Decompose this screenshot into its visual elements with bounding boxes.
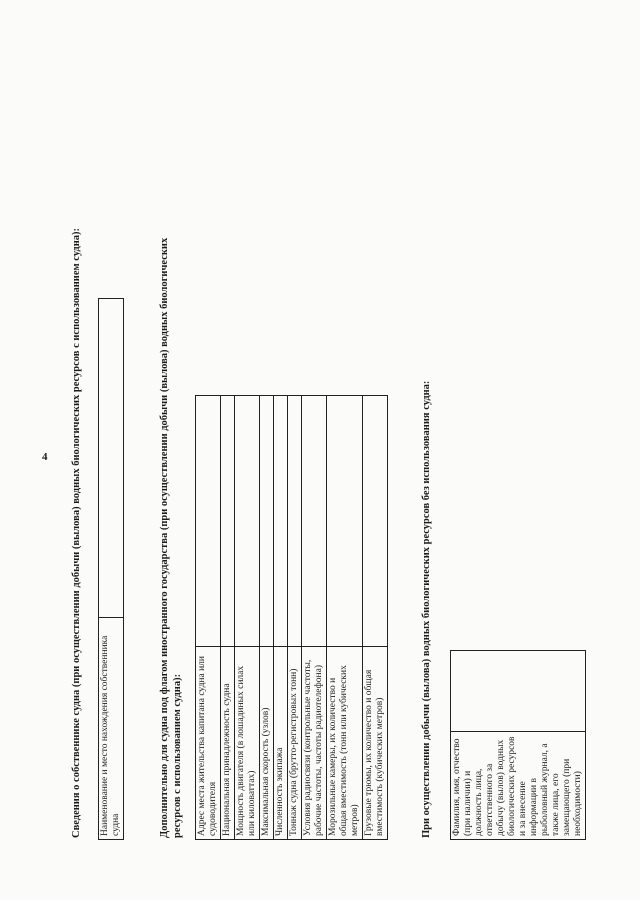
row-label: Условия радиосвязи (контрольные частоты, рабочие частоты, частоты радиотелефона): [302, 647, 327, 840]
row-label: Национальная принадлежность судна: [221, 647, 235, 840]
row-value-field[interactable]: [451, 651, 586, 732]
table-row: [99, 299, 124, 840]
row-label: Грузовые трюмы, их количество и общая вместимость (кубических метров): [363, 647, 388, 840]
row-label: Фамилия, имя, отчество (при наличии) и должность лица, ответственного за добычу (вылов) водных биологических ресурсов и за внесение информации в рыболовный журнал, а также лица, его замещающего (при необходимости): [451, 731, 586, 839]
no-vessel-section-heading: При осуществлении добычи (вылова) водных биологических ресурсов без использования судна:: [421, 380, 432, 838]
row-value-field[interactable]: [327, 396, 363, 647]
table-row: [196, 396, 221, 840]
foreign-section-heading: [158, 238, 184, 838]
row-label: Адрес места жительства капитана судна или судоводителя: [196, 647, 221, 840]
foreign-section-heading-line1: Дополнительно для судна под флагом иностранного государства (при осуществлении добычи (вылова) водных биологических: [159, 237, 170, 838]
row-label: Максимальная скорость (узлов): [260, 647, 274, 840]
row-label: Мощность двигателя (в лошадиных силах или киловаттах): [235, 647, 260, 840]
row-value-field[interactable]: [196, 396, 221, 647]
row-value-field[interactable]: [363, 396, 388, 647]
table-row: [288, 396, 302, 840]
foreign-section-heading-line2: ресурсов с использованием судна):: [172, 673, 183, 838]
table-row: [274, 396, 288, 840]
table-row: [451, 651, 586, 840]
no-vessel-table: [450, 650, 586, 840]
table-row: [260, 396, 274, 840]
row-label: Наименование и место нахождения собственника судна: [99, 617, 124, 839]
row-value-field[interactable]: [260, 396, 274, 647]
no-vessel-table-wrapper: [450, 650, 586, 840]
row-label: Тоннаж судна (брутто-регистровых тонн): [288, 647, 302, 840]
owner-table: [98, 298, 124, 840]
table-row: [302, 396, 327, 840]
row-value-field[interactable]: [235, 396, 260, 647]
table-row: [221, 396, 235, 840]
owner-table-wrapper: [98, 298, 124, 840]
foreign-table-wrapper: [195, 395, 388, 840]
table-row: [327, 396, 363, 840]
table-row: [363, 396, 388, 840]
row-value-field[interactable]: [274, 396, 288, 647]
row-label: Морозильные камеры, их количество и общая вместимость (тонн или кубических метров): [327, 647, 363, 840]
row-value-field[interactable]: [302, 396, 327, 647]
row-value-field[interactable]: [221, 396, 235, 647]
row-label: Численность экипажа: [274, 647, 288, 840]
table-row: [235, 396, 260, 840]
page-number: 4: [42, 451, 48, 463]
owner-section-heading: Сведения о собственнике судна (при осуществлении добычи (вылова) водных биологических ресурсов с использованием судна):: [71, 227, 82, 838]
foreign-table: [195, 395, 388, 840]
row-value-field[interactable]: [288, 396, 302, 647]
row-value-field[interactable]: [99, 299, 124, 618]
